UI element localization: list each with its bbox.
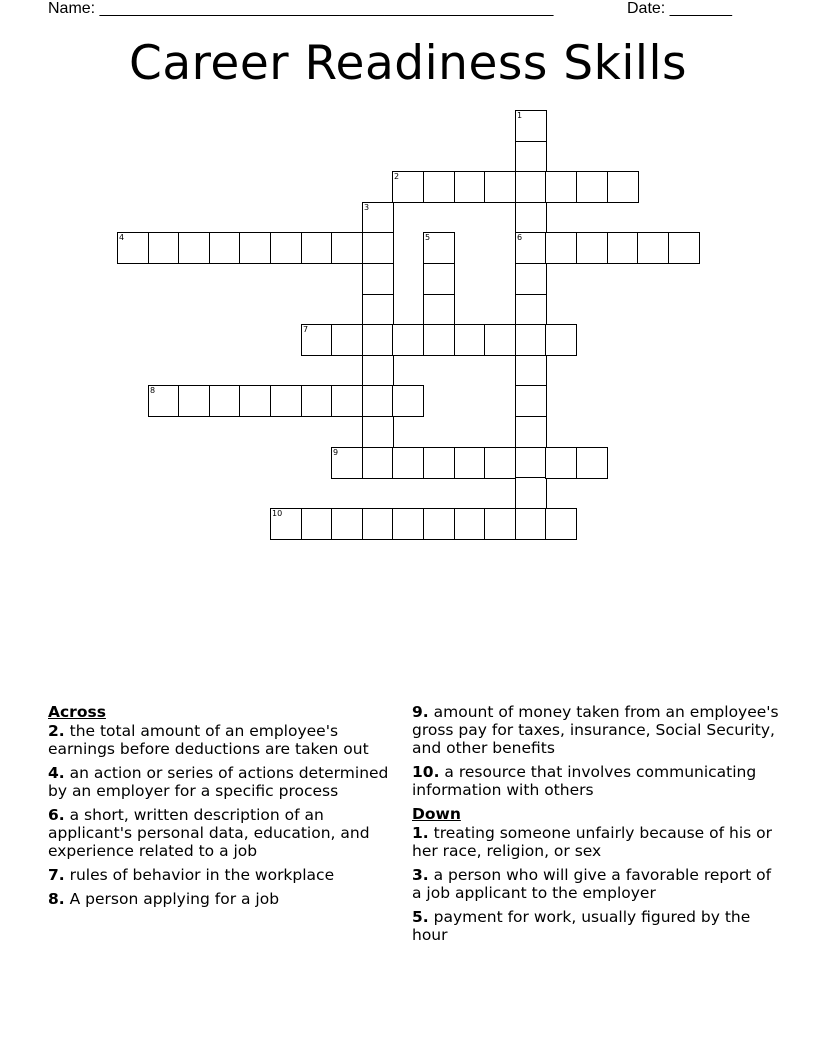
clue-down-1 (412, 824, 782, 860)
grid-cell[interactable] (362, 324, 394, 356)
grid-cell[interactable] (362, 202, 394, 234)
grid-cell[interactable] (545, 324, 577, 356)
grid-cell[interactable] (515, 447, 547, 479)
grid-cell[interactable] (515, 141, 547, 173)
clue-text: the total amount of an employee's earnings before deductions are taken out (48, 722, 369, 758)
grid-cell[interactable] (392, 385, 424, 417)
clue-text: an action or series of actions determined by an employer for a specific process (48, 764, 389, 800)
grid-cell[interactable] (148, 385, 180, 417)
grid-cell[interactable] (270, 508, 302, 540)
grid-cell[interactable] (423, 508, 455, 540)
clue-across-9 (412, 703, 782, 757)
down-heading: Down (412, 805, 461, 823)
clue-number: 7. (48, 866, 65, 884)
clue-number: 1. (412, 824, 429, 842)
cell-number: 9 (333, 448, 339, 457)
cell-number: 10 (272, 509, 283, 518)
grid-cell[interactable] (423, 171, 455, 203)
grid-cell[interactable] (454, 171, 486, 203)
grid-cell[interactable] (607, 171, 639, 203)
clue-text: a resource that involves communicating information with others (412, 763, 757, 799)
grid-cell[interactable] (545, 171, 577, 203)
grid-cell[interactable] (515, 324, 547, 356)
grid-cell[interactable] (484, 447, 516, 479)
grid-cell[interactable] (454, 447, 486, 479)
grid-cell[interactable] (515, 232, 547, 264)
clue-text: treating someone unfairly because of his or her race, religion, or sex (412, 824, 772, 860)
grid-cell[interactable] (270, 385, 302, 417)
clue-down-5 (412, 908, 782, 944)
grid-cell[interactable] (362, 508, 394, 540)
clue-down-3 (412, 866, 782, 902)
grid-cell[interactable] (484, 508, 516, 540)
clue-number: 4. (48, 764, 65, 782)
across-heading: Across (48, 703, 106, 721)
clue-number: 10. (412, 763, 440, 781)
grid-cell[interactable] (301, 385, 333, 417)
grid-cell[interactable] (301, 324, 333, 356)
grid-cell[interactable] (301, 508, 333, 540)
grid-cell[interactable] (178, 385, 210, 417)
grid-cell[interactable] (454, 324, 486, 356)
grid-cell[interactable] (576, 447, 608, 479)
grid-cell[interactable] (362, 385, 394, 417)
grid-cell[interactable] (515, 355, 547, 387)
grid-cell[interactable] (515, 508, 547, 540)
grid-cell[interactable] (331, 447, 363, 479)
grid-cell[interactable] (515, 171, 547, 203)
clue-number: 5. (412, 908, 429, 926)
grid-cell[interactable] (392, 447, 424, 479)
grid-cell[interactable] (668, 232, 700, 264)
grid-cell[interactable] (362, 416, 394, 448)
cell-number: 3 (364, 203, 370, 212)
grid-cell[interactable] (484, 324, 516, 356)
grid-cell[interactable] (331, 508, 363, 540)
grid-cell[interactable] (270, 232, 302, 264)
grid-cell[interactable] (515, 385, 547, 417)
grid-cell[interactable] (117, 232, 149, 264)
cell-number: 1 (517, 111, 523, 120)
grid-cell[interactable] (515, 202, 547, 234)
date-field-label: Date: _______ (627, 0, 732, 17)
clue-number: 3. (412, 866, 429, 884)
grid-cell[interactable] (545, 447, 577, 479)
clue-across-7 (48, 866, 400, 884)
clues-column-right (412, 703, 782, 950)
grid-cell[interactable] (362, 232, 394, 264)
grid-cell[interactable] (576, 171, 608, 203)
grid-cell[interactable] (607, 232, 639, 264)
clue-text: amount of money taken from an employee's gross pay for taxes, insurance, Social Security, and other benefits (412, 703, 779, 757)
grid-cell[interactable] (545, 508, 577, 540)
grid-cell[interactable] (423, 447, 455, 479)
grid-cell[interactable] (362, 294, 394, 326)
grid-cell[interactable] (392, 508, 424, 540)
cell-number: 4 (119, 233, 125, 242)
grid-cell[interactable] (178, 232, 210, 264)
cell-number: 8 (150, 386, 156, 395)
grid-cell[interactable] (423, 324, 455, 356)
clue-text: payment for work, usually figured by the hour (412, 908, 751, 944)
clue-text: a short, written description of an applicant's personal data, education, and experience related to a job (48, 806, 370, 860)
grid-cell[interactable] (515, 294, 547, 326)
grid-cell[interactable] (423, 294, 455, 326)
clue-number: 8. (48, 890, 65, 908)
clue-number: 2. (48, 722, 65, 740)
grid-cell[interactable] (362, 447, 394, 479)
clue-text: rules of behavior in the workplace (64, 866, 335, 884)
grid-cell[interactable] (209, 232, 241, 264)
cell-number: 7 (303, 325, 309, 334)
grid-cell[interactable] (423, 232, 455, 264)
grid-cell[interactable] (362, 355, 394, 387)
grid-cell[interactable] (331, 385, 363, 417)
grid-cell[interactable] (301, 232, 333, 264)
clue-across-2 (48, 722, 400, 758)
grid-cell[interactable] (392, 171, 424, 203)
grid-cell[interactable] (331, 324, 363, 356)
name-field-label: Name: ___________________________________________________ (48, 0, 554, 17)
grid-cell[interactable] (515, 110, 547, 142)
grid-cell[interactable] (331, 232, 363, 264)
grid-cell[interactable] (423, 263, 455, 295)
grid-cell[interactable] (515, 416, 547, 448)
clue-across-4 (48, 764, 400, 800)
clue-number: 9. (412, 703, 429, 721)
cell-number: 6 (517, 233, 523, 242)
clues-column-left (48, 703, 400, 914)
clue-text: a person who will give a favorable report of a job applicant to the employer (412, 866, 772, 902)
grid-cell[interactable] (239, 232, 271, 264)
grid-cell[interactable] (392, 324, 424, 356)
grid-cell[interactable] (515, 477, 547, 509)
cell-number: 5 (425, 233, 431, 242)
grid-cell[interactable] (239, 385, 271, 417)
grid-cell[interactable] (209, 385, 241, 417)
cell-number: 2 (394, 172, 400, 181)
page-title: Career Readiness Skills (129, 36, 687, 91)
grid-cell[interactable] (576, 232, 608, 264)
grid-cell[interactable] (515, 263, 547, 295)
grid-cell[interactable] (484, 171, 516, 203)
grid-cell[interactable] (545, 232, 577, 264)
clue-text: A person applying for a job (64, 890, 280, 908)
grid-cell[interactable] (637, 232, 669, 264)
grid-cell[interactable] (148, 232, 180, 264)
clue-across-10 (412, 763, 782, 799)
clue-across-8 (48, 890, 400, 908)
clue-number: 6. (48, 806, 65, 824)
grid-cell[interactable] (454, 508, 486, 540)
grid-cell[interactable] (362, 263, 394, 295)
clue-across-6 (48, 806, 400, 860)
